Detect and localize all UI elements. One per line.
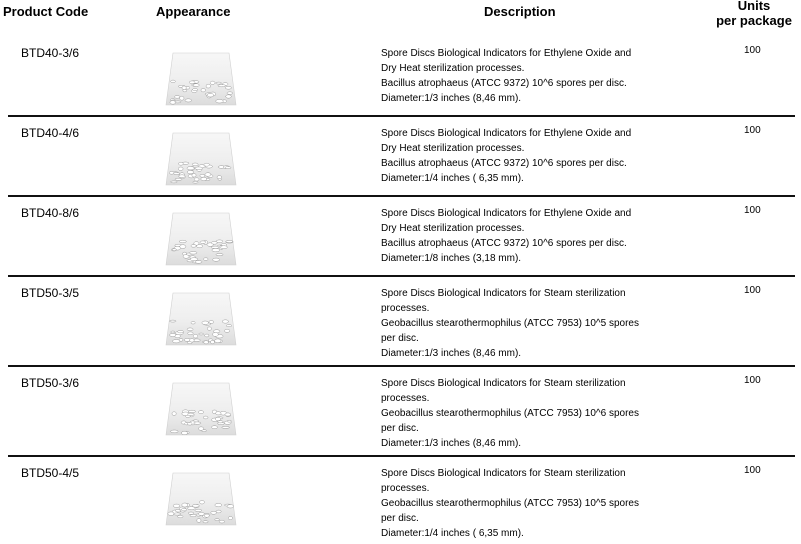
product-code: BTD40-3/6 bbox=[21, 46, 80, 60]
row-divider bbox=[8, 115, 795, 117]
row-divider bbox=[8, 275, 795, 277]
product-appearance bbox=[163, 471, 239, 527]
description-line: Dry Heat sterilization processes. bbox=[381, 143, 525, 154]
description-line: Spore Discs Biological Indicators for Steam sterilization bbox=[381, 378, 626, 389]
product-description bbox=[381, 466, 666, 541]
description-line: Diameter:1/8 inches (3,18 mm). bbox=[381, 253, 522, 264]
bag-of-discs-image bbox=[163, 291, 239, 347]
units-per-package: 100 bbox=[744, 375, 761, 386]
product-code: BTD40-8/6 bbox=[21, 206, 80, 220]
description-line: processes. bbox=[381, 303, 430, 314]
description-line: Spore Discs Biological Indicators for Steam sterilization bbox=[381, 288, 626, 299]
product-description bbox=[381, 206, 666, 266]
product-appearance bbox=[163, 131, 239, 187]
units-per-package: 100 bbox=[744, 205, 761, 216]
description-line: per disc. bbox=[381, 513, 419, 524]
units-per-package: 100 bbox=[744, 125, 761, 136]
bag-of-discs-image bbox=[163, 211, 239, 267]
description-line: Diameter:1/3 inches (8,46 mm). bbox=[381, 438, 522, 449]
product-code: BTD50-3/5 bbox=[21, 286, 80, 300]
description-line: Spore Discs Biological Indicators for Ethylene Oxide and bbox=[381, 208, 632, 219]
units-per-package: 100 bbox=[744, 465, 761, 476]
description-line: Geobacillus stearothermophilus (ATCC 7953) 10^5 spores bbox=[381, 318, 639, 329]
description-line: Diameter:1/4 inches ( 6,35 mm). bbox=[381, 173, 524, 184]
bag-of-discs-image bbox=[163, 51, 239, 107]
product-description bbox=[381, 46, 666, 106]
product-code: BTD40-4/6 bbox=[21, 126, 80, 140]
description-line: processes. bbox=[381, 393, 430, 404]
product-code: BTD50-3/6 bbox=[21, 376, 80, 390]
description-line: Diameter:1/4 inches ( 6,35 mm). bbox=[381, 528, 524, 539]
description-line: Diameter:1/3 inches (8,46 mm). bbox=[381, 93, 522, 104]
units-per-package: 100 bbox=[744, 45, 761, 56]
header-appearance: Appearance bbox=[156, 4, 231, 19]
units-per-package: 100 bbox=[744, 285, 761, 296]
product-code: BTD50-4/5 bbox=[21, 466, 80, 480]
product-appearance bbox=[163, 291, 239, 347]
product-appearance bbox=[163, 211, 239, 267]
description-line: Spore Discs Biological Indicators for Ethylene Oxide and bbox=[381, 128, 632, 139]
bag-of-discs-image bbox=[163, 131, 239, 187]
description-line: per disc. bbox=[381, 333, 419, 344]
description-line: Spore Discs Biological Indicators for Ethylene Oxide and bbox=[381, 48, 632, 59]
description-line: Bacillus atrophaeus (ATCC 9372) 10^6 spores per disc. bbox=[381, 78, 627, 89]
description-line: Spore Discs Biological Indicators for Steam sterilization bbox=[381, 468, 626, 479]
header-product-code: Product Code bbox=[3, 4, 89, 19]
product-appearance bbox=[163, 381, 239, 437]
product-description bbox=[381, 376, 666, 451]
product-appearance bbox=[163, 51, 239, 107]
description-line: Geobacillus stearothermophilus (ATCC 7953) 10^6 spores bbox=[381, 408, 639, 419]
header-units-line1: Units bbox=[737, 0, 771, 13]
description-line: Geobacillus stearothermophilus (ATCC 7953) 10^5 spores bbox=[381, 498, 639, 509]
row-divider bbox=[8, 455, 795, 457]
row-divider bbox=[8, 195, 795, 197]
description-line: Dry Heat sterilization processes. bbox=[381, 223, 525, 234]
header-description: Description bbox=[484, 4, 556, 19]
description-line: Bacillus atrophaeus (ATCC 9372) 10^6 spores per disc. bbox=[381, 238, 627, 249]
description-line: Bacillus atrophaeus (ATCC 9372) 10^6 spores per disc. bbox=[381, 158, 627, 169]
description-line: processes. bbox=[381, 483, 430, 494]
description-line: Diameter:1/3 inches (8,46 mm). bbox=[381, 348, 522, 359]
product-description bbox=[381, 126, 666, 186]
bag-of-discs-image bbox=[163, 471, 239, 527]
row-divider bbox=[8, 365, 795, 367]
description-line: Dry Heat sterilization processes. bbox=[381, 63, 525, 74]
header-units-line2: per package bbox=[716, 13, 792, 28]
product-description bbox=[381, 286, 666, 361]
description-line: per disc. bbox=[381, 423, 419, 434]
bag-of-discs-image bbox=[163, 381, 239, 437]
header-units-per-package bbox=[712, 0, 796, 28]
